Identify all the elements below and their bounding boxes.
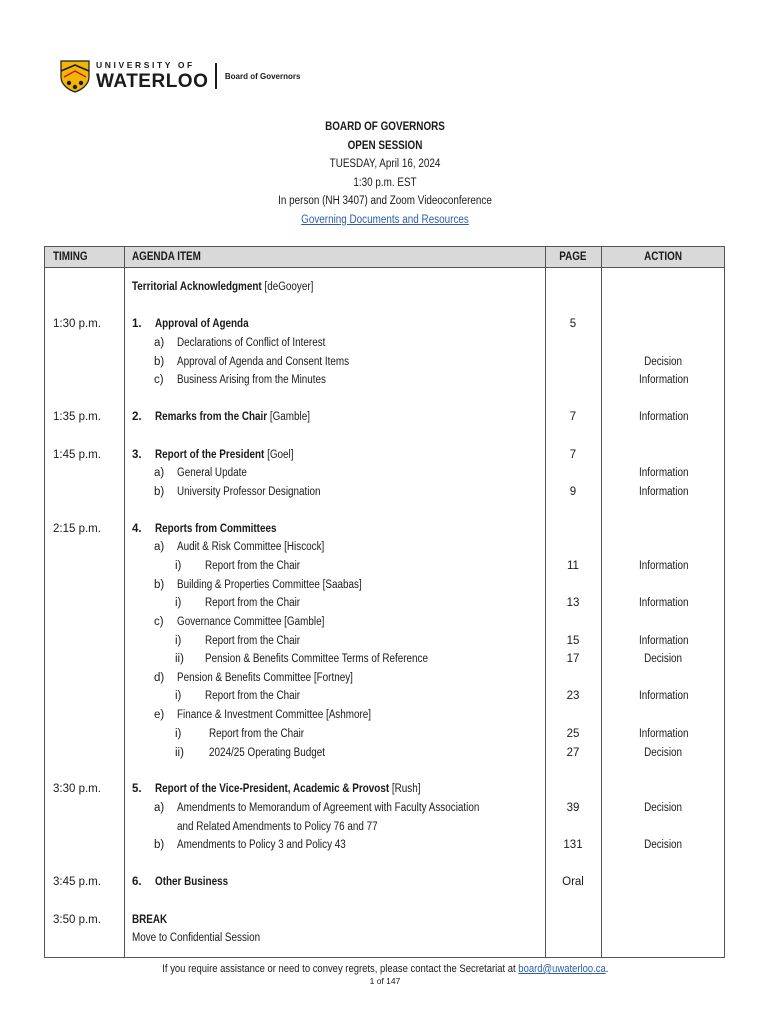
- agenda-item-text: General Update: [177, 467, 247, 479]
- action-cell: Information: [638, 411, 689, 423]
- item-number: a): [154, 467, 165, 479]
- agenda-item: [155, 315, 264, 334]
- governing-documents-link[interactable]: Governing Documents and Resources: [301, 213, 469, 226]
- item-number: 6.: [132, 876, 142, 888]
- agenda-item-text: 2024/25 Operating Budget: [209, 747, 326, 759]
- action-cell: Information: [638, 467, 689, 479]
- agenda-item: [209, 725, 320, 744]
- page-number-cell: 7: [569, 411, 577, 423]
- agenda-item: [132, 929, 281, 948]
- agenda-item: [177, 669, 382, 688]
- agenda-item-text: Amendments to Policy 3 and Policy 43: [177, 839, 346, 851]
- column-divider: [124, 247, 125, 957]
- action-cell: Information: [638, 690, 689, 702]
- action-cell: Decision: [644, 653, 683, 665]
- agenda-item: [205, 632, 316, 651]
- item-number: c): [154, 616, 164, 628]
- item-number: i): [175, 690, 182, 702]
- agenda-item-text: Pension & Benefits Committee [Fortney]: [177, 672, 353, 684]
- agenda-item-text: Building & Properties Committee [Saabas]: [177, 579, 362, 591]
- agenda-item-text: University Professor Designation: [177, 486, 321, 498]
- action-cell: Information: [638, 560, 689, 572]
- agenda-item: [209, 744, 344, 763]
- row-timing: 3:50 p.m.: [53, 914, 101, 926]
- meeting-title-block: [54, 118, 716, 230]
- agenda-item-text: Report from the Chair: [205, 560, 301, 572]
- item-number: b): [154, 579, 165, 591]
- item-number: i): [175, 560, 182, 572]
- footer-note: [0, 962, 770, 976]
- agenda-item-text: Pension & Benefits Committee Terms of Reference: [205, 653, 428, 665]
- row-timing: 2:15 p.m.: [53, 523, 101, 535]
- action-cell: Decision: [644, 747, 683, 759]
- row-timing: 1:45 p.m.: [53, 449, 101, 461]
- meeting-location: In person (NH 3407) and Zoom Videoconference: [278, 195, 492, 208]
- agenda-item-text: [deGooyer]: [261, 281, 314, 293]
- action-cell: Information: [638, 486, 689, 498]
- item-number: d): [154, 672, 165, 684]
- page-number-cell: 11: [567, 560, 579, 572]
- agenda-item: [155, 520, 296, 539]
- agenda-item: [177, 706, 403, 725]
- item-number: e): [154, 709, 165, 721]
- agenda-item-text: Approval of Agenda and Consent Items: [177, 356, 350, 368]
- session-title: OPEN SESSION: [347, 139, 423, 152]
- agenda-item: [177, 371, 350, 390]
- page-number-cell: 7: [569, 449, 577, 461]
- agenda-item: [205, 687, 316, 706]
- university-logo: [60, 58, 300, 94]
- footer-period: .: [605, 963, 609, 975]
- item-number: a): [154, 802, 165, 814]
- item-number: b): [154, 356, 165, 368]
- item-number: 5.: [132, 783, 142, 795]
- agenda-item-text: Report from the Chair: [205, 690, 301, 702]
- agenda-item: [132, 911, 173, 930]
- agenda-item-text: Report from the Chair: [205, 635, 301, 647]
- header-agenda-item: AGENDA ITEM: [132, 251, 201, 263]
- row-timing: 3:45 p.m.: [53, 876, 101, 888]
- board-title: BOARD OF GOVERNORS: [325, 121, 445, 133]
- logo-divider: [215, 63, 217, 89]
- agenda-item: [177, 464, 258, 483]
- agenda-item: [177, 353, 377, 372]
- page-number-cell: 131: [563, 839, 583, 851]
- agenda-item-text: [Rush]: [389, 783, 421, 795]
- item-number: 3.: [132, 449, 142, 461]
- wordmark: [96, 61, 208, 91]
- item-number: 4.: [132, 523, 142, 535]
- agenda-item: [177, 613, 348, 632]
- item-number: i): [175, 728, 182, 740]
- item-number: 1.: [132, 318, 142, 330]
- item-number: ii): [175, 747, 184, 759]
- page-number-cell: 25: [566, 728, 580, 740]
- page-number-cell: 39: [566, 802, 580, 814]
- agenda-item: [205, 557, 316, 576]
- agenda-item: [155, 446, 316, 465]
- meeting-time: 1:30 p.m. EST: [353, 176, 417, 189]
- agenda-item-title: Approval of Agenda: [155, 318, 249, 330]
- page-number: 1 of 147: [369, 976, 401, 986]
- page-number-cell: 15: [566, 635, 580, 647]
- agenda-item-title: Report of the President: [155, 449, 265, 461]
- header-page: PAGE: [559, 251, 587, 263]
- waterloo-shield-icon: [60, 59, 90, 93]
- secretariat-email-link[interactable]: board@uwaterloo.ca: [517, 963, 606, 975]
- agenda-item-text: Report from the Chair: [209, 728, 305, 740]
- agenda-item-text: Declarations of Conflict of Interest: [177, 337, 326, 349]
- agenda-item-text: Finance & Investment Committee [Ashmore]: [177, 709, 372, 721]
- footer-text: If you require assistance or need to convey regrets, please contact the Secretariat at: [161, 963, 518, 975]
- agenda-item-text: Move to Confidential Session: [132, 932, 261, 944]
- row-timing: 1:30 p.m.: [53, 318, 101, 330]
- item-number: b): [154, 839, 165, 851]
- table-header: [45, 247, 724, 268]
- agenda-item-title: Other Business: [155, 876, 229, 888]
- agenda-item-text: and Related Amendments to Policy 76 and 77: [177, 821, 378, 833]
- agenda-item: [177, 818, 410, 837]
- agenda-item-text: Business Arising from the Minutes: [177, 374, 326, 386]
- item-number: c): [154, 374, 164, 386]
- agenda-item: [132, 278, 343, 297]
- agenda-item-text: [Goel]: [264, 449, 294, 461]
- agenda-item: [177, 836, 373, 855]
- agenda-item-text: [Gamble]: [267, 411, 311, 423]
- action-cell: Decision: [644, 839, 683, 851]
- row-timing: 3:30 p.m.: [53, 783, 101, 795]
- action-cell: Information: [638, 728, 689, 740]
- page-number-cell: 17: [566, 653, 580, 665]
- agenda-item: [177, 799, 529, 818]
- page-number-cell: 9: [569, 486, 577, 498]
- agenda-item-text: Amendments to Memorandum of Agreement with Faculty Association: [177, 802, 480, 814]
- agenda-item: [205, 594, 316, 613]
- agenda-item: [155, 408, 335, 427]
- page-number-cell: 13: [566, 597, 580, 609]
- university-of-text: UNIVERSITY OF: [96, 60, 195, 71]
- page-number-cell: 5: [569, 318, 577, 330]
- action-cell: Decision: [644, 802, 683, 814]
- agenda-item: [155, 780, 464, 799]
- agenda-item-title: BREAK: [132, 914, 168, 926]
- agenda-item: [177, 576, 392, 595]
- meeting-date: TUESDAY, April 16, 2024: [329, 158, 441, 171]
- page-number-cell: Oral: [562, 876, 584, 888]
- agenda-item-text: Audit & Risk Committee [Hiscock]: [177, 541, 325, 553]
- item-number: a): [154, 541, 165, 553]
- agenda-item-title: Report of the Vice-President, Academic & Provost: [155, 783, 390, 795]
- item-number: a): [154, 337, 165, 349]
- item-number: 2.: [132, 411, 142, 423]
- item-number: ii): [175, 653, 184, 665]
- board-of-governors-label: Board of Governors: [224, 71, 301, 81]
- row-timing: 1:35 p.m.: [53, 411, 101, 423]
- agenda-item: [177, 538, 348, 557]
- agenda-item-title: Reports from Committees: [155, 523, 277, 535]
- agenda-item-title: Remarks from the Chair: [155, 411, 268, 423]
- agenda-item: [205, 650, 464, 669]
- agenda-item: [177, 483, 344, 502]
- agenda-item-text: Report from the Chair: [205, 597, 301, 609]
- agenda-item-title: Territorial Acknowledgment: [132, 281, 262, 293]
- action-cell: Decision: [644, 356, 683, 368]
- action-cell: Information: [638, 635, 689, 647]
- agenda-table: [44, 246, 725, 958]
- waterloo-text: WATERLOO: [96, 70, 209, 92]
- item-number: i): [175, 597, 182, 609]
- page-number-cell: 23: [566, 690, 580, 702]
- header-action: ACTION: [644, 251, 683, 263]
- page-number-cell: 27: [566, 747, 580, 759]
- agenda-item: [177, 334, 350, 353]
- agenda-item: [155, 873, 240, 892]
- action-cell: Information: [638, 597, 689, 609]
- item-number: b): [154, 486, 165, 498]
- header-timing: TIMING: [53, 251, 88, 263]
- item-number: i): [175, 635, 182, 647]
- agenda-item-text: Governance Committee [Gamble]: [177, 616, 325, 628]
- action-cell: Information: [638, 374, 689, 386]
